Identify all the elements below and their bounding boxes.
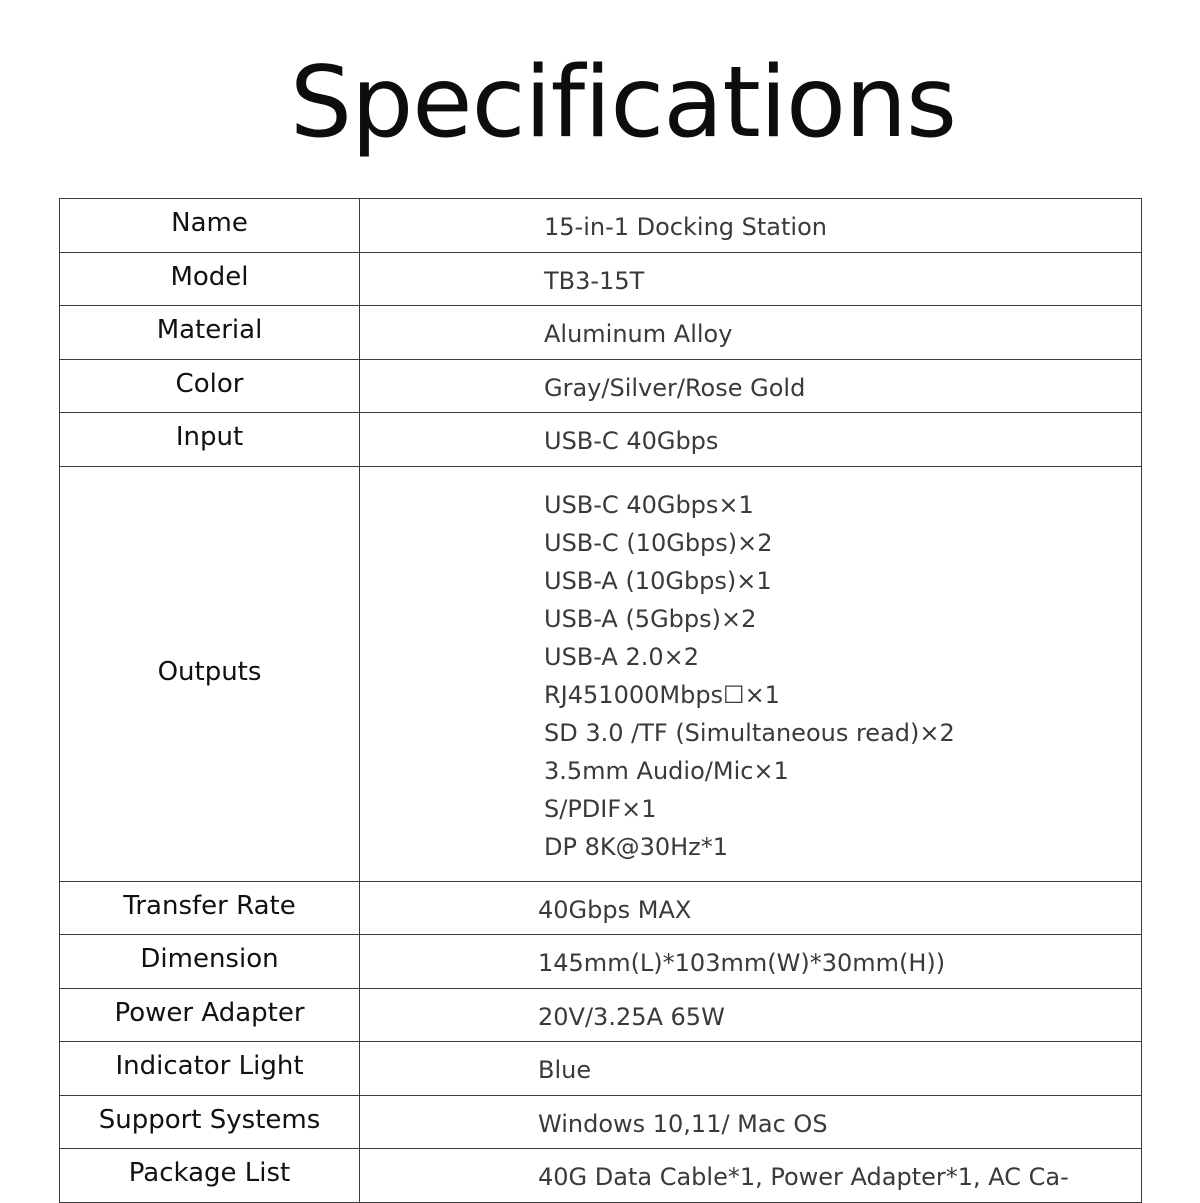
- spec-label: Color: [60, 359, 360, 413]
- spec-value: Blue: [360, 1042, 1142, 1096]
- spec-row-indicator-light: [60, 1042, 1142, 1096]
- spec-value: 15-in-1 Docking Station: [360, 199, 1142, 253]
- page-title: Specifications: [289, 46, 957, 160]
- spec-label: Material: [60, 306, 360, 360]
- spec-row-package-list: [60, 1149, 1142, 1203]
- spec-row-material: [60, 306, 1142, 360]
- spec-label: Outputs: [60, 466, 360, 881]
- spec-value: [360, 466, 1142, 881]
- spec-value: 20V/3.25A 65W: [360, 988, 1142, 1042]
- spec-value: USB-C 40Gbps: [360, 413, 1142, 467]
- list-item: S/PDIF×1: [544, 794, 657, 823]
- list-item: RJ451000Mbps☐×1: [544, 680, 780, 709]
- spec-row-support-systems: [60, 1095, 1142, 1149]
- spec-value: 40G Data Cable*1, Power Adapter*1, AC Ca-: [360, 1149, 1142, 1203]
- spec-label: Support Systems: [60, 1095, 360, 1149]
- spec-row-outputs: [60, 466, 1142, 881]
- outputs-list: [544, 486, 1141, 866]
- spec-label: Dimension: [60, 935, 360, 989]
- spec-value: Gray/Silver/Rose Gold: [360, 359, 1142, 413]
- spec-value: 145mm(L)*103mm(W)*30mm(H)): [360, 935, 1142, 989]
- list-item: 3.5mm Audio/Mic×1: [544, 756, 789, 785]
- spec-label: Input: [60, 413, 360, 467]
- spec-label: Name: [60, 199, 360, 253]
- spec-label: Package List: [60, 1149, 360, 1203]
- spec-label: Model: [60, 252, 360, 306]
- spec-label: Power Adapter: [60, 988, 360, 1042]
- spec-row-power-adapter: [60, 988, 1142, 1042]
- spec-row-transfer-rate: [60, 881, 1142, 935]
- spec-row-color: [60, 359, 1142, 413]
- spec-row-name: [60, 199, 1142, 253]
- spec-table: [59, 198, 1142, 1203]
- spec-row-dimension: [60, 935, 1142, 989]
- list-item: USB-A (5Gbps)×2: [544, 604, 757, 633]
- spec-value: Windows 10,11/ Mac OS: [360, 1095, 1142, 1149]
- list-item: SD 3.0 /TF (Simultaneous read)×2: [544, 718, 955, 747]
- spec-value: 40Gbps MAX: [360, 881, 1142, 935]
- list-item: USB-C (10Gbps)×2: [544, 528, 773, 557]
- list-item: DP 8K@30Hz*1: [544, 832, 729, 861]
- spec-row-input: [60, 413, 1142, 467]
- list-item: USB-A (10Gbps)×1: [544, 566, 772, 595]
- spec-value: TB3-15T: [360, 252, 1142, 306]
- list-item: USB-A 2.0×2: [544, 642, 699, 671]
- spec-row-model: [60, 252, 1142, 306]
- spec-label: Indicator Light: [60, 1042, 360, 1096]
- list-item: USB-C 40Gbps×1: [544, 490, 754, 519]
- spec-label: Transfer Rate: [60, 881, 360, 935]
- spec-value: Aluminum Alloy: [360, 306, 1142, 360]
